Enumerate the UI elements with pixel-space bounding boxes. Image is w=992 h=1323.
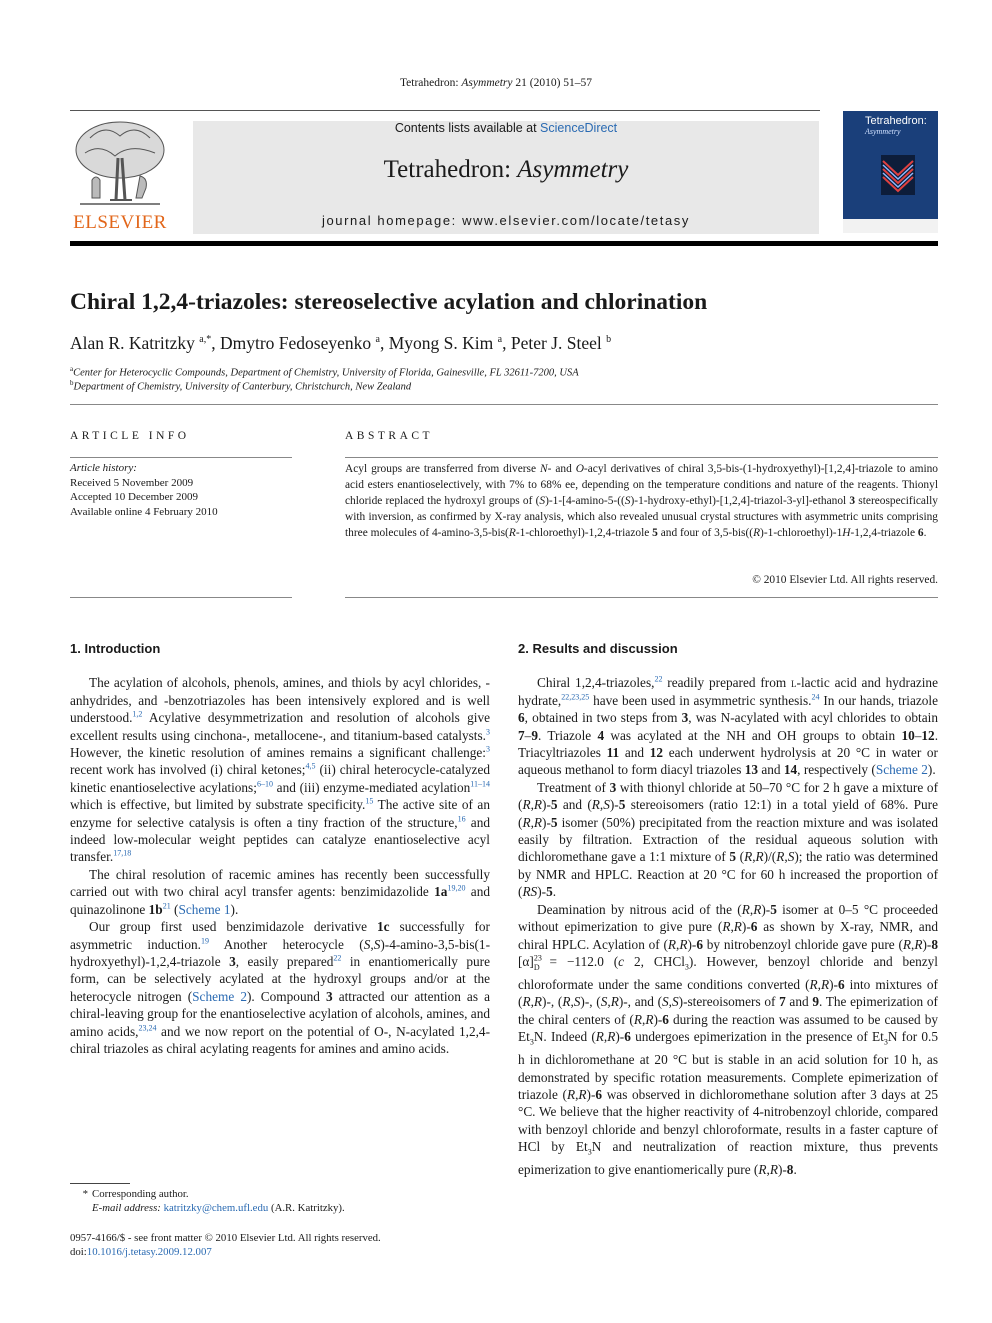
doi-line	[70, 1245, 490, 1259]
affiliation-mark: b	[70, 379, 74, 387]
article-title: Chiral 1,2,4-triazoles: stereoselective acylation and chlorination	[70, 289, 708, 315]
email-owner: (A.R. Katritzky).	[270, 1202, 345, 1214]
results-paragraph-1: Chiral 1,2,4-triazoles,$^{22}$ readily prepared from l-lactic acid and hydrazine hydrate,$^{22,23,25}$ have been used in asymmetric synthesis.$^{24}$ In our hands, triazole 6, obtained in two steps from 3, was N-acylated with acyl chlorides to obtain 7–9. Triazole 4 was acylated at the NH and OH groups to obtain 10–12. Triacyltriazoles 11 and 12 each underwent hydrolysis at 20 °C in water or aqueous methanol to form diacyl triazoles 13 and 14, respectively (Scheme 2).	[518, 674, 939, 778]
cover-subtitle: Asymmetry	[865, 127, 901, 136]
cover-title: Tetrahedron:	[865, 115, 927, 127]
divider	[345, 597, 938, 598]
divider	[70, 404, 938, 405]
footnote-rule	[70, 1183, 130, 1184]
article-history	[70, 461, 292, 519]
intro-paragraph-1: The acylation of alcohols, phenols, amines, and thiols by acyl chlorides, -anhydrides, and -benzotriazoles has been intensively explored and is well understood.$^{1,2}$ Acylative desymmetrization and resolution of alcohols give excellent results using cinchona-, metallocene-, and titanium-based catalysts.$^3$ However, the kinetic resolution of amines remains a significant challenge:$^3$ recent work has involved (i) chiral ketones;$^{4,5}$ (ii) chiral heterocycle-catalyzed kinetic enantioselective acylations;$^{6-10}$ and (iii) enzyme-mediated acylation$^{11-14}$ which is effective, but limited by substrate specificity.$^{15}$ The active site of an enzyme for selective catalysis is often a tiny fraction of the structure,$^{16}$ and indeed low-molecular weight peptides can catalyze enantioselective acyl transfer.$^{17,18}$	[70, 675, 490, 865]
masthead-rule	[70, 241, 938, 246]
results-paragraph-3: Deamination by nitrous acid of the (R,R)-5 isomer at 0–5 °C proceeded without epimerization to give pure (R,R)-6 as shown by X-ray, NMR, and chiral HPLC. Acylation of (R,R)-6 by nitrobenzoyl chloride gave pure (R,R)-8 $[\alpha]^{23}_D = -112.0$ (c 2, CHCl$_3$). However, benzoyl chloride and benzyl chloroformate under the same conditions converted (R,R)-6 into mixtures of (R,R)-, (R,S)-, (S,R)-, and (S,S)-stereoisomers of 7 and 9. The epimerization of the chiral centers of (R,R)-6 during the reaction was assumed to be caused by $Et_3N$. Indeed (R,R)-6 undergoes epimerization in the presence of $Et_3N$ for 0.5 h in dichloromethane at 20 °C but is stable in an acid solution for 10 h, as demonstrated by specific rotation measurements. Complete epimerization of triazole (R,R)-6 was observed in dichloromethane solution after 3 days at 25 °C. We believe that the higher reactivity of 4-nitrobenzoyl chloride, compared with benzoyl chloride and benzyl chloroformate, results in a faster capture of HCl by $Et_3N$ and neutralization of reaction mixture, thus prevents epimerization to give enantiomerically pure (R,R)-8.	[518, 901, 939, 1178]
accepted-date: Accepted 10 December 2009	[70, 491, 198, 503]
cover-footer	[843, 219, 938, 233]
affiliation-a	[70, 365, 938, 379]
sciencedirect-link[interactable]: ScienceDirect	[540, 121, 618, 135]
contents-line	[193, 121, 819, 135]
author-list: Alan R. Katritzky $^{a,*}$, Dmytro Fedoseyenko $^a$, Myong S. Kim $^a$, Peter J. Steel $^b$	[70, 333, 612, 353]
email-link[interactable]: katritzky@chem.ufl.edu	[163, 1202, 269, 1214]
affiliation-text: Center for Heterocyclic Compounds, Department of Chemistry, University of Florida, Gainesville, FL 32611-7200, USA	[73, 367, 579, 379]
left-column	[70, 640, 490, 1057]
affiliation-text: Department of Chemistry, University of Canterbury, Christchurch, New Zealand	[73, 381, 412, 393]
doi-link[interactable]: 10.1016/j.tetasy.2009.12.007	[86, 1246, 212, 1258]
received-date: Received 5 November 2009	[70, 476, 194, 489]
journal-title-text: Tetrahedron: Asymmetry	[383, 156, 629, 183]
footnote-mark: *	[82, 1188, 88, 1200]
doi-label: doi:	[70, 1246, 87, 1258]
online-date: Available online 4 February 2010	[70, 505, 218, 518]
abstract-copyright: © 2010 Elsevier Ltd. All rights reserved.	[752, 574, 938, 586]
divider	[70, 597, 292, 598]
journal-title	[193, 156, 819, 184]
divider	[345, 457, 938, 458]
footnote-text: Corresponding author.	[92, 1188, 189, 1200]
intro-paragraph-2: The chiral resolution of racemic amines has recently been successfully carried out with two chiral acyl transfer agents: benzimidazolide 1a$^{19,20}$ and quinazolinone 1b$^{21}$ (Scheme 1).	[70, 866, 490, 917]
header-rule	[70, 110, 820, 111]
divider	[70, 457, 292, 458]
email-note	[92, 1201, 492, 1215]
journal-homepage[interactable]: journal homepage: www.elsevier.com/locate/tetasy	[321, 213, 690, 228]
journal-citation: Tetrahedron: Asymmetry 21 (2010) 51–57	[399, 77, 593, 89]
article-info-heading: ARTICLE INFO	[70, 430, 190, 442]
corresponding-author-note	[70, 1187, 490, 1201]
affiliation-b	[70, 379, 938, 393]
intro-paragraph-3: Our group first used benzimidazole derivative 1c successfully for asymmetric induction.$^{19}$ Another heterocycle (S,S)-4-amino-3,5-bis(1-hydroxyethyl)-1,2,4-triazole 3, easily prepared$^{22}$ in enantiomerically pure form, can be selectively acylated at the hydroxyl groups and/or at the heterocycle nitrogen (Scheme 2). Compound 3 attracted our attention as a chiral-leaving group for the enantioselective acylation of alcohols, amines, and amino acids,$^{23,24}$ and we now report on the potential of O-, N-acylated 1,2,4-chiral triazoles as chiral acylating reagents for amines and amino acids.	[70, 919, 491, 1056]
section-heading-results: 2. Results and discussion	[518, 641, 678, 656]
history-label: Article history:	[70, 462, 137, 474]
tree-icon	[70, 118, 170, 213]
cover-graphic-icon	[881, 155, 915, 195]
issn-line: 0957-4166/$ - see front matter © 2010 Elsevier Ltd. All rights reserved.	[70, 1232, 381, 1244]
journal-cover	[843, 111, 938, 233]
results-paragraph-2: Treatment of 3 with thionyl chloride at 50–70 °C for 2 h gave a mixture of (R,R)-5 and (R,S)-5 stereoisomers (ratio 12:1) in a total yield of 68%. Pure (R,R)-5 isomer (50%) precipitated from the reaction mixture and was isolated easily by filtration. Extraction of the residual aqueous solution with dichloromethane gave a 1:1 mixture of 5 (R,R)/(R,S); the ratio was determined by NMR and HPLC. Reaction at 20 °C for 60 h increased the proportion of (RS)-5.	[518, 779, 938, 900]
abstract-heading: ABSTRACT	[345, 430, 434, 442]
email-label: E-mail address:	[92, 1202, 161, 1214]
section-heading-introduction: 1. Introduction	[70, 641, 161, 656]
affiliation-mark: a	[70, 365, 74, 373]
abstract-text: Acyl groups are transferred from diverse N- and O-acyl derivatives of chiral 3,5-bis-(1-hydroxyethyl)-[1,2,4]-triazole to amino acid esters enantioselectively, with 7% to 68% ee, depending on the temperature conditions and nature of the reagents. Thionyl chloride replaced the hydroxyl groups of (S)-1-[4-amino-5-((S)-1-hydroxy-ethyl)-[1,2,4]-triazol-3-yl]-ethanol 3 stereospecifically with inversion, as confirmed by X-ray analysis, which also revealed unusual crystal structures with asymmetric units comprising three molecules of 4-amino-3,5-bis(R-1-chloroethyl)-1,2,4-triazole 5 and four of 3,5-bis((R)-1-chloroethyl)-1H-1,2,4-triazole 6.	[345, 463, 938, 540]
elsevier-wordmark: ELSEVIER	[73, 212, 167, 233]
contents-prefix: Contents lists available at	[394, 121, 541, 135]
right-column	[518, 640, 938, 1179]
